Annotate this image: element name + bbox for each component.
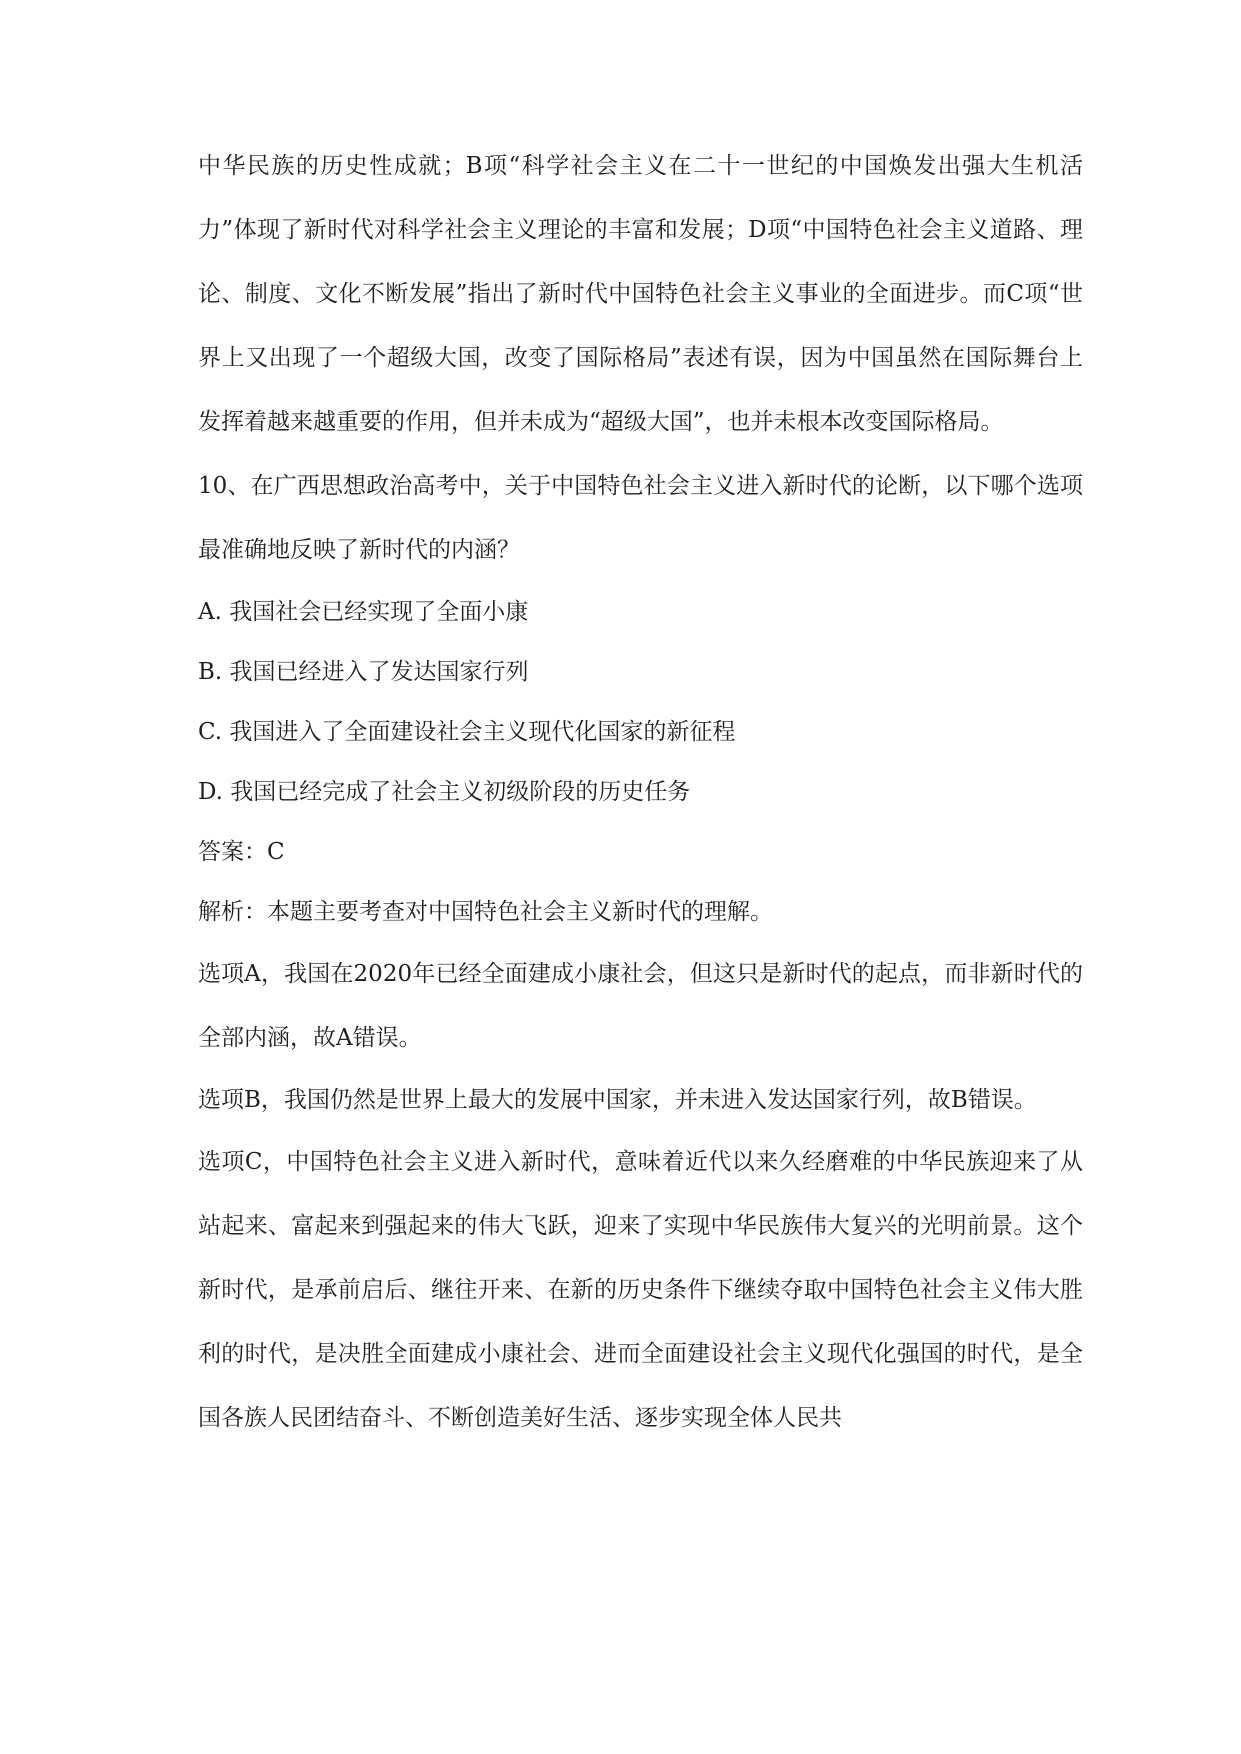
question-10-text: 10、在广西思想政治高考中，关于中国特色社会主义进入新时代的论断，以下哪个选项最准确地反映了新时代的内涵？ bbox=[198, 473, 1083, 563]
option-b-analysis: 选项B，我国仍然是世界上最大的发展中国家，并未进入发达国家行列，故B错误。 bbox=[198, 1087, 1037, 1113]
option-d: D. 我国已经完成了社会主义初级阶段的历史任务 bbox=[198, 779, 691, 805]
answer-line: 答案：C bbox=[198, 839, 285, 865]
previous-explanation-paragraph: 中华民族的历史性成就；B项“科学社会主义在二十一世纪的中国焕发出强大生机活力”体现了新时代对科学社会主义理论的丰富和发展；D项“中国特色社会主义道路、理论、制度、文化不断发展”指出了新时代中国特色社会主义事业的全面进步。而C项“世界上又出现了一个超级大国，改变了国际格局”表述有误，因为中国虽然在国际舞台上发挥着越来越重要的作用，但并未成为“超级大国”，也并未根本改变国际格局。 bbox=[198, 153, 1083, 435]
option-b: B. 我国已经进入了发达国家行列 bbox=[198, 659, 529, 685]
option-a-analysis: 选项A，我国在2020年已经全面建成小康社会，但这只是新时代的起点，而非新时代的全部内涵，故A错误。 bbox=[198, 961, 1083, 1051]
option-c: C. 我国进入了全面建设社会主义现代化国家的新征程 bbox=[198, 719, 736, 745]
document-body bbox=[198, 134, 1083, 1450]
analysis-intro: 解析：本题主要考查对中国特色社会主义新时代的理解。 bbox=[198, 899, 773, 925]
option-c-analysis: 选项C，中国特色社会主义进入新时代，意味着近代以来久经磨难的中华民族迎来了从站起来、富起来到强起来的伟大飞跃，迎来了实现中华民族伟大复兴的光明前景。这个新时代，是承前启后、继往开来、在新的历史条件下继续夺取中国特色社会主义伟大胜利的时代，是决胜全面建成小康社会、进而全面建设社会主义现代化强国的时代，是全国各族人民团结奋斗、不断创造美好生活、逐步实现全体人民共 bbox=[198, 1149, 1083, 1431]
option-a: A. 我国社会已经实现了全面小康 bbox=[198, 599, 529, 625]
